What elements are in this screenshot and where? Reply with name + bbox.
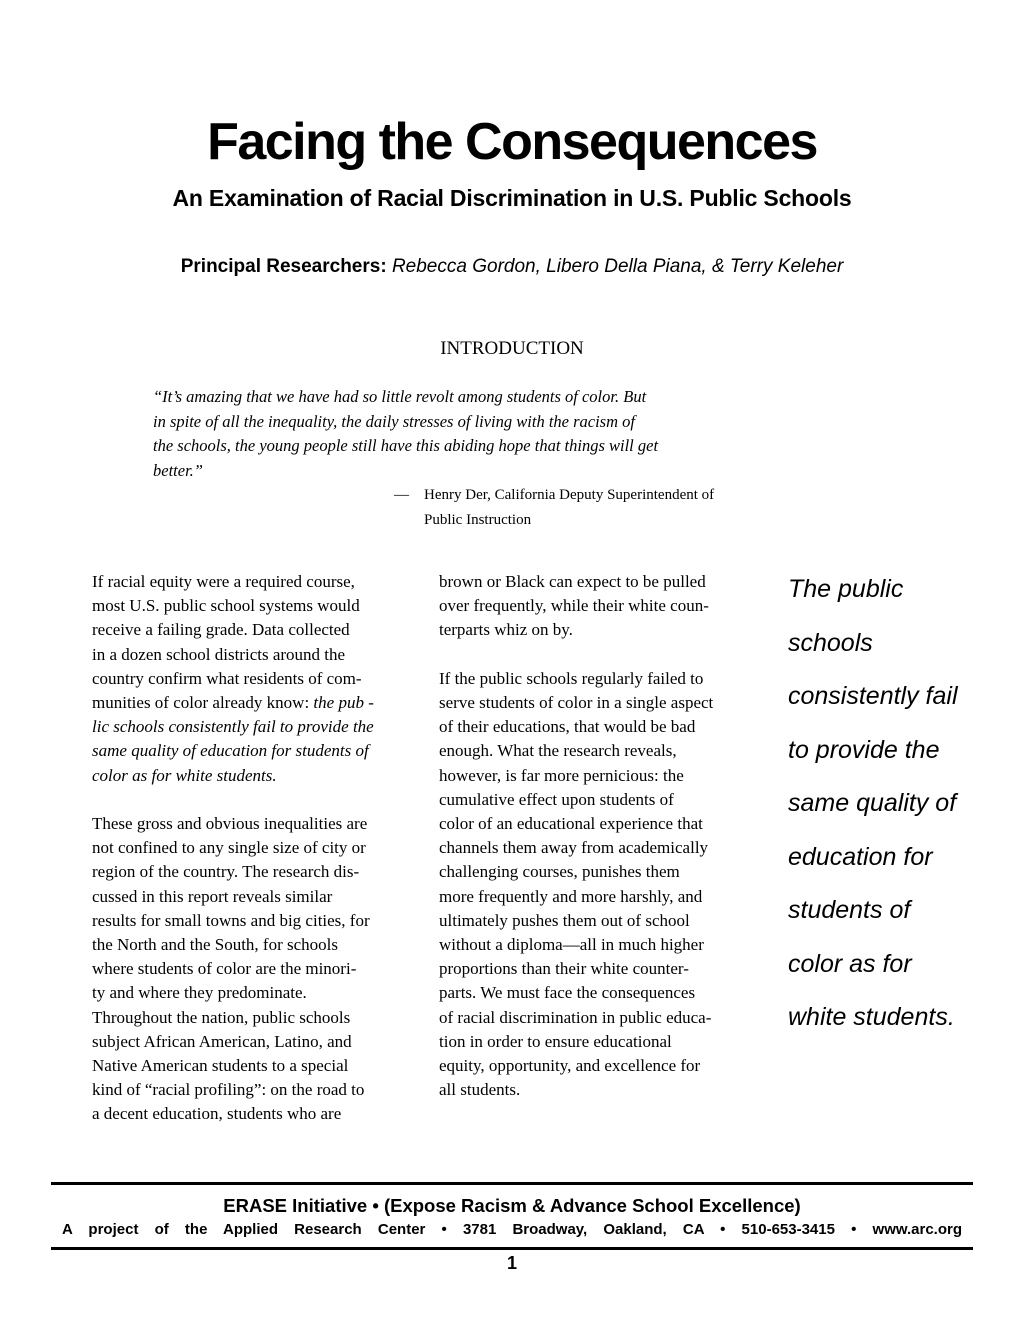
quote-line: the schools, the young people still have this abiding hope that things will get — [153, 436, 659, 455]
pull-quote-line: education for — [788, 842, 933, 871]
text-line: serve students of color in a single aspect — [439, 693, 714, 712]
footer-initiative: ERASE Initiative • (Expose Racism & Advance School Excellence) — [223, 1195, 801, 1216]
text-line: ultimately pushes them out of school — [439, 910, 690, 930]
text-line: brown or Black can expect to be pulled — [439, 572, 706, 591]
text-line: channels them away from academically — [439, 838, 709, 858]
text-line: subject African American, Latino, and — [92, 1031, 352, 1051]
text-line: These gross and obvious inequalities are — [92, 814, 368, 834]
pull-quote-line: color as for — [788, 949, 912, 978]
quote-line: in spite of all the inequality, the daily stresses of living with the racism of — [153, 411, 635, 431]
text-line: color of an educational experience that — [439, 814, 703, 834]
text-line: terparts whiz on by. — [439, 620, 573, 640]
text-line: a decent education, students who are — [92, 1104, 342, 1124]
text-line: enough. What the research reveals, — [439, 741, 677, 761]
pull-quote-line: white students. — [788, 1003, 955, 1031]
text-line: ty and where they predominate. — [92, 983, 307, 1003]
text-line: country confirm what residents of com- — [92, 668, 362, 688]
text-line: tion in order to ensure educational — [439, 1031, 672, 1051]
text-line: of racial discrimination in public educa- — [439, 1007, 712, 1027]
pull-quote-line: students of — [788, 896, 911, 924]
pull-quote-line: to provide the — [788, 735, 940, 764]
text-line: all students. — [439, 1080, 521, 1100]
text-line: where students of color are the minori- — [92, 959, 357, 979]
text-line: receive a failing grade. Data collected — [92, 620, 350, 640]
attribution-line: Public Instruction — [424, 512, 532, 528]
epigraph-quote — [153, 385, 718, 483]
footer-divider-top — [51, 1182, 973, 1185]
text-line: munities of color already know: — [92, 693, 314, 713]
text-line: in a dozen school districts around the — [92, 644, 346, 664]
pull-quote — [788, 563, 1018, 1045]
paragraph — [439, 570, 774, 643]
text-line: not confined to any single size of city or — [92, 838, 366, 858]
body-column-2 — [439, 570, 774, 1102]
text-line: however, is far more pernicious: the — [439, 765, 684, 785]
body-column-1 — [92, 570, 427, 1127]
page-number: 1 — [506, 1253, 517, 1273]
text-line: Native American students to a special — [92, 1056, 349, 1076]
attribution-line: Henry Der, California Deputy Superintendent of — [424, 487, 715, 503]
pull-quote-line: The public — [788, 575, 904, 603]
paragraph — [92, 812, 427, 1127]
text-line: Throughout the nation, public schools — [92, 1007, 351, 1027]
quote-line: better.” — [153, 460, 203, 480]
text-line: If the public schools regularly failed to — [439, 668, 704, 688]
emphasis-text: lic schools consistently fail to provide the — [92, 717, 374, 737]
text-line: the North and the South, for schools — [92, 935, 338, 955]
text-line: challenging courses, punishes them — [439, 862, 680, 882]
researchers-names: Rebecca Gordon, Libero Della Piana, & Terry Keleher — [391, 256, 844, 277]
principal-researchers — [0, 254, 1024, 280]
text-line: If racial equity were a required course, — [92, 572, 355, 591]
attribution-dash: — — [394, 487, 409, 503]
text-line: of their educations, that would be bad — [439, 717, 696, 737]
pull-quote-line: same quality of — [788, 789, 957, 817]
text-line: cumulative effect upon students of — [439, 789, 674, 809]
quote-line: “It’s amazing that we have had so little revolt among students of color. But — [153, 387, 647, 406]
text-line: proportions than their white counter- — [439, 959, 689, 979]
emphasis-text: color as for white students. — [92, 765, 277, 785]
paragraph — [439, 667, 774, 1103]
paragraph — [92, 570, 427, 788]
text-line: more frequently and more harshly, and — [439, 886, 703, 906]
text-line: region of the country. The research dis- — [92, 862, 360, 882]
text-line: equity, opportunity, and excellence for — [439, 1056, 701, 1076]
pull-quote-line: consistently fail — [788, 682, 958, 710]
footer-contact: A project of the Applied Research Center • 3781 Broadway, Oakland, CA • 510-653-3415 • www.arc.org — [62, 1221, 962, 1238]
pull-quote-line: schools — [788, 628, 873, 657]
emphasis-text: the pub - — [313, 693, 374, 713]
text-line: without a diploma—all in much higher — [439, 935, 704, 955]
document-subtitle: An Examination of Racial Discrimination in U.S. Public Schools — [172, 185, 852, 211]
researchers-label: Principal Researchers: — [180, 256, 387, 277]
text-line: over frequently, while their white coun- — [439, 596, 709, 616]
document-title: Facing the Consequences — [207, 113, 817, 171]
text-line: cussed in this report reveals similar — [92, 886, 333, 906]
quote-attribution — [394, 483, 774, 533]
footer-divider-bottom — [51, 1247, 973, 1250]
text-line: parts. We must face the consequences — [439, 983, 696, 1003]
text-line: results for small towns and big cities, for — [92, 910, 370, 930]
text-line: kind of “racial profiling”: on the road to — [92, 1080, 365, 1100]
introduction-heading: INTRODUCTION — [440, 338, 584, 359]
emphasis-text: same quality of education for students of — [92, 741, 369, 761]
text-line: most U.S. public school systems would — [92, 596, 360, 616]
